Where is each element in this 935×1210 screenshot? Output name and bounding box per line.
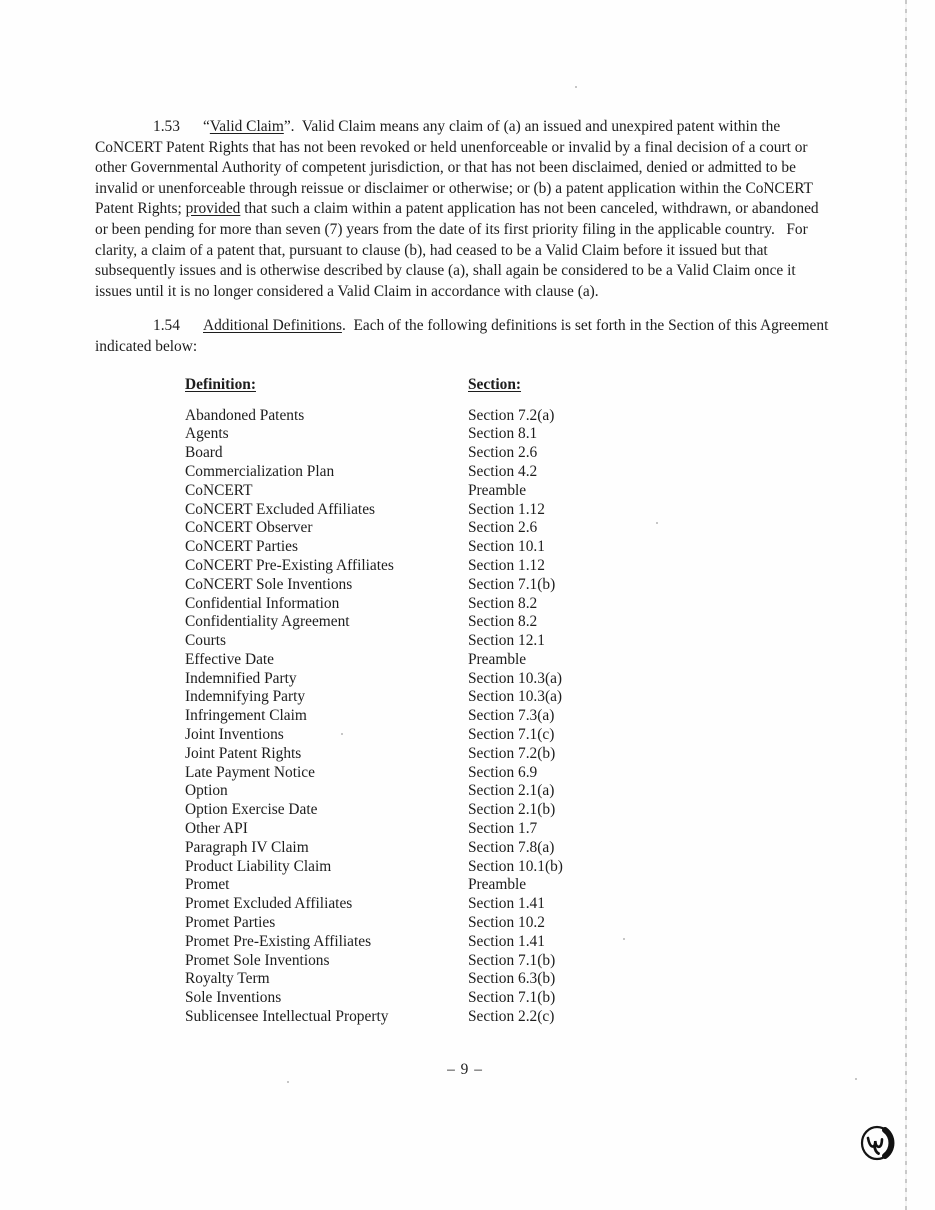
definition-term: CoNCERT Parties: [185, 538, 298, 556]
definition-term: Joint Patent Rights: [185, 744, 302, 762]
table-row: [185, 557, 835, 576]
section-1-54-number: 1.54: [153, 317, 180, 335]
section-reference: Section 1.12: [468, 500, 545, 518]
table-row: [185, 1008, 835, 1027]
section-reference: Section 1.41: [468, 895, 545, 913]
table-row: [185, 651, 835, 670]
section-reference: Section 8.1: [468, 425, 538, 443]
table-row: [185, 876, 835, 895]
definition-term: Other API: [185, 820, 248, 838]
definition-term: Agents: [185, 425, 229, 443]
table-row: [185, 914, 835, 933]
section-reference: Preamble: [468, 481, 527, 499]
definition-term: Product Liability Claim: [185, 857, 332, 875]
stamp-icon: [858, 1124, 896, 1162]
table-row: [185, 820, 835, 839]
table-row: [185, 595, 835, 614]
definition-term: CoNCERT Pre-Existing Affiliates: [185, 556, 394, 574]
table-row: [185, 801, 835, 820]
section-1-54-body: . Each of the following definitions is set forth in the Section of this Agreement indicated below:: [95, 317, 833, 355]
section-reference: Preamble: [468, 876, 527, 894]
section-reference: Section 10.1(b): [468, 857, 563, 875]
section-1-53-body-a: ”. Valid Claim means any claim of (a) an issued and unexpired patent within the CoNCERT Patent Rights that has not been revoked or held unenforceable or invalid by a final decision of a court or other Governmental Authority of competent jurisdiction, or that has not been disclaimed, denied or admitted to be invalid or unenforceable through reissue or disclaimer or otherwise; or (b) a patent application within the CoNCERT Patent Rights;: [95, 118, 817, 218]
section-1-53-body-b: that such a claim within a patent application has not been canceled, withdrawn, or abandoned or been pending for more than seven (7) years from the date of its first priority filing in the applicable country. For clarity, a claim of a patent that, pursuant to clause (b), had ceased to be a Valid Claim before it issued but that subsequently issues and is otherwise described by clause (a), shall again be considered to be a Valid Claim once it issues until it is no longer considered a Valid Claim in accordance with clause (a).: [95, 200, 823, 300]
table-row: [185, 519, 835, 538]
table-row: [185, 933, 835, 952]
section-reference: Section 10.2: [468, 914, 545, 932]
definition-term: CoNCERT Sole Inventions: [185, 575, 353, 593]
scan-speck: [575, 86, 577, 88]
section-reference: Section 7.2(a): [468, 406, 555, 424]
definition-term: Royalty Term: [185, 970, 270, 988]
table-row: [185, 425, 835, 444]
table-row: [185, 839, 835, 858]
definition-term: Late Payment Notice: [185, 763, 315, 781]
definition-term: Sublicensee Intellectual Property: [185, 1008, 389, 1026]
table-row: [185, 970, 835, 989]
table-row: [185, 538, 835, 557]
definition-term: Effective Date: [185, 650, 275, 668]
definition-term: Confidential Information: [185, 594, 340, 612]
table-row: [185, 782, 835, 801]
table-row: [185, 632, 835, 651]
section-1-53-title: Valid Claim: [209, 118, 284, 135]
definition-term: Joint Inventions: [185, 726, 284, 744]
section-reference: Section 2.6: [468, 444, 538, 462]
section-column-header: Section:: [468, 375, 522, 393]
section-reference: Preamble: [468, 650, 527, 668]
definition-term: CoNCERT: [185, 481, 253, 499]
table-row: [185, 482, 835, 501]
definition-column-header: Definition:: [185, 375, 256, 393]
table-row: [185, 764, 835, 783]
section-reference: Section 12.1: [468, 632, 545, 650]
scan-speck: [623, 938, 625, 940]
scan-speck: [855, 1078, 857, 1080]
section-1-53-number: 1.53: [153, 118, 180, 135]
definition-term: Promet Parties: [185, 914, 276, 932]
scan-speck: [341, 733, 343, 735]
definition-term: CoNCERT Excluded Affiliates: [185, 500, 376, 518]
definition-term: Promet: [185, 876, 230, 894]
section-reference: Section 4.2: [468, 462, 538, 480]
definition-term: Infringement Claim: [185, 707, 307, 725]
table-row: [185, 670, 835, 689]
definition-term: Confidentiality Agreement: [185, 613, 350, 631]
scan-edge-line-icon: [905, 0, 907, 1210]
section-reference: Section 1.41: [468, 932, 545, 950]
scan-speck: [287, 1081, 289, 1083]
definition-term: Indemnified Party: [185, 669, 297, 687]
section-reference: Section 1.7: [468, 820, 538, 838]
section-reference: Section 2.1(b): [468, 801, 556, 819]
section-reference: Section 7.1(b): [468, 951, 556, 969]
section-reference: Section 7.2(b): [468, 744, 556, 762]
table-row: [185, 688, 835, 707]
table-row: [185, 576, 835, 595]
section-reference: Section 6.3(b): [468, 970, 556, 988]
definition-term: Commercialization Plan: [185, 462, 335, 480]
definition-term: Courts: [185, 632, 227, 650]
section-reference: Section 8.2: [468, 613, 538, 631]
table-row: [185, 858, 835, 877]
section-reference: Section 7.3(a): [468, 707, 555, 725]
table-row: [185, 895, 835, 914]
table-row: [185, 707, 835, 726]
definition-term: Sole Inventions: [185, 989, 282, 1007]
definition-term: Option: [185, 782, 228, 800]
definitions-table-header: [185, 375, 835, 394]
section-reference: Section 7.1(c): [468, 726, 555, 744]
paragraph-1-53: [95, 117, 835, 302]
table-row: [185, 745, 835, 764]
page-number: – 9 –: [447, 1060, 483, 1078]
table-row: [185, 407, 835, 426]
definition-term: CoNCERT Observer: [185, 519, 313, 537]
section-reference: Section 7.1(b): [468, 575, 556, 593]
scan-speck: [656, 522, 658, 524]
table-row: [185, 952, 835, 971]
section-reference: Section 10.3(a): [468, 669, 563, 687]
provided-underlined-word: provided: [185, 200, 241, 218]
table-row: [185, 463, 835, 482]
definition-term: Promet Pre-Existing Affiliates: [185, 932, 372, 950]
section-1-54-title: Additional Definitions: [203, 317, 342, 335]
table-row: [185, 613, 835, 632]
section-reference: Section 2.2(c): [468, 1008, 555, 1026]
table-row: [185, 501, 835, 520]
definition-term: Promet Excluded Affiliates: [185, 895, 353, 913]
section-reference: Section 6.9: [468, 763, 538, 781]
definition-term: Option Exercise Date: [185, 801, 318, 819]
definitions-table: [185, 375, 835, 1027]
table-row: [185, 726, 835, 745]
section-reference: Section 10.1: [468, 538, 545, 556]
definitions-table-body: [185, 407, 835, 1027]
definition-term: Abandoned Patents: [185, 406, 305, 424]
section-reference: Section 8.2: [468, 594, 538, 612]
paragraph-1-54: [95, 316, 835, 357]
definition-term: Paragraph IV Claim: [185, 838, 309, 856]
definition-term: Indemnifying Party: [185, 688, 306, 706]
table-row: [185, 444, 835, 463]
definition-term: Board: [185, 444, 223, 462]
section-reference: Section 10.3(a): [468, 688, 563, 706]
section-reference: Section 2.6: [468, 519, 538, 537]
page-content: [95, 117, 835, 1079]
section-reference: Section 7.8(a): [468, 838, 555, 856]
open-quote: “: [203, 118, 210, 135]
section-reference: Section 2.1(a): [468, 782, 555, 800]
definition-term: Promet Sole Inventions: [185, 951, 330, 969]
section-reference: Section 1.12: [468, 556, 545, 574]
table-row: [185, 989, 835, 1008]
section-reference: Section 7.1(b): [468, 989, 556, 1007]
